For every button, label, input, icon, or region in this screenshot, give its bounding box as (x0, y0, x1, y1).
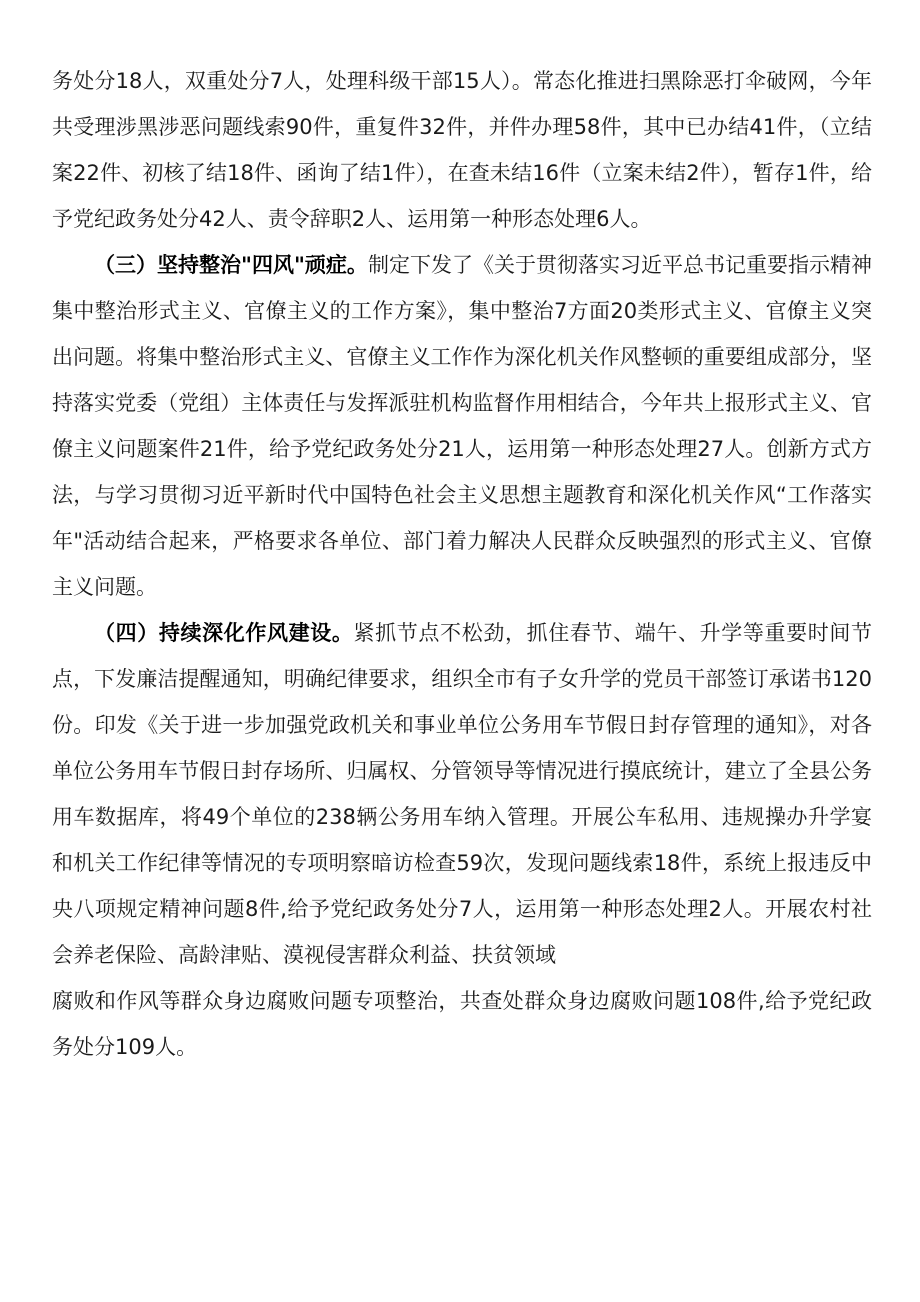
document-page (52, 58, 872, 1070)
paragraph-discipline-summary (52, 58, 872, 242)
paragraph-four-winds (52, 242, 872, 610)
paragraph-text: 紧抓节点不松劲，抓住春节、端午、升学等重要时间节点，下发廉洁提醒通知，明确纪律要求，组织全市有子女升学的党员干部签订承诺书120份。印发《关于进一步加强党政机关和事业单位公务用车节假日封存管理的通知》，对各单位公务用车节假日封存场所、归属权、分管领导等情况进行摸底统计，建立了全县公务用车数据库，将49个单位的238辆公务用车纳入管理。开展公车私用、违规操办升学宴和机关工作纪律等情况的专项明察暗访检查59次，发现问题线索18件，系统上报违反中央八项规定精神问题8件,给予党纪政务处分7人，运用第一种形态处理2人。开展农村社会养老保险、高龄津贴、漠视侵害群众利益、扶贫领域 (52, 621, 873, 967)
section-heading-three: （三）坚持整治"四风"顽症。 (94, 253, 368, 277)
paragraph-text: 务处分18人，双重处分7人，处理科级干部15人）。常态化推进扫黑除恶打伞破网，今年共受理涉黑涉恶问题线索90件，重复件32件，并件办理58件，其中已办结41件，（立结案22件、初核了结18件、函询了结1件），在查未结16件（立案未结2件），暂存1件，给予党纪政务处分42人、责令辞职2人、运用第一种形态处理6人。 (52, 69, 872, 231)
paragraph-text: 制定下发了《关于贯彻落实习近平总书记重要指示精神集中整治形式主义、官僚主义的工作方案》，集中整治7方面20类形式主义、官僚主义突出问题。将集中整治形式主义、官僚主义工作作为深化机关作风整顿的重要组成部分，坚持落实党委（党组）主体责任与发挥派驻机构监督作用相结合，今年共上报形式主义、官僚主义问题案件21件，给予党纪政务处分21人，运用第一种形态处理27人。创新方式方法，与学习贯彻习近平新时代中国特色社会主义思想主题教育和深化机关作风“工作落实年"活动结合起来，严格要求各单位、部门着力解决人民群众反映强烈的形式主义、官僚主义问题。 (52, 253, 873, 599)
paragraph-grassroots-corruption (52, 978, 872, 1070)
paragraph-work-style (52, 610, 872, 978)
section-heading-four: （四）持续深化作风建设。 (94, 621, 354, 645)
paragraph-text: 腐败和作风等群众身边腐败问题专项整治，共查处群众身边腐败问题108件,给予党纪政务处分109人。 (52, 989, 872, 1059)
